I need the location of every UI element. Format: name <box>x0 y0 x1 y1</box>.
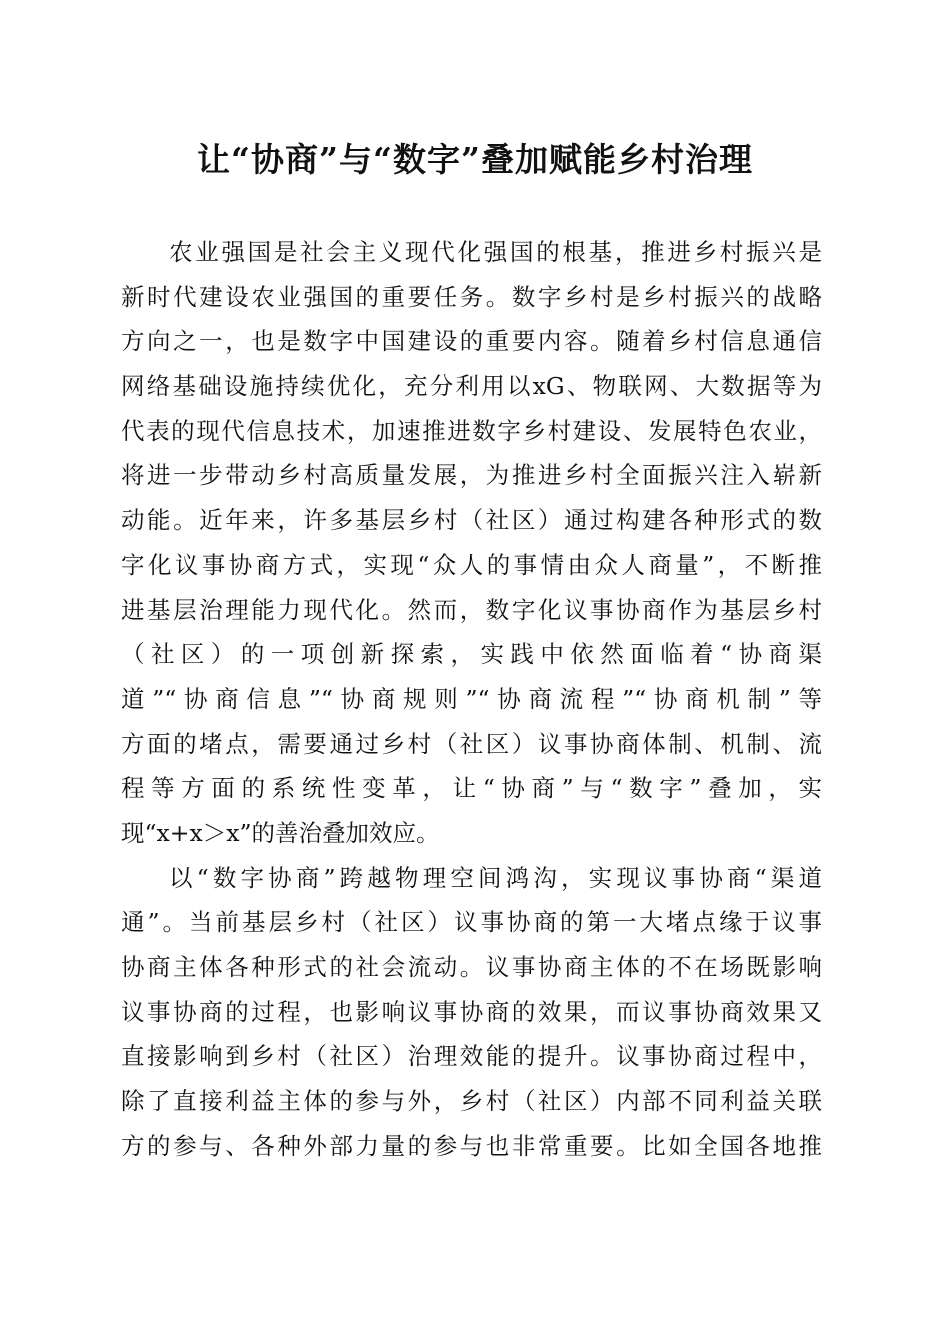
text-line: 方向之一，也是数字中国建设的重要内容。随着乡村信息通信 <box>121 327 822 356</box>
paragraph-1 <box>121 230 822 856</box>
text-line: 除了直接利益主体的参与外，乡村（社区）内部不同利益关联 <box>121 1087 822 1116</box>
text-line: 直接影响到乡村（社区）治理效能的提升。议事协商过程中， <box>121 1042 822 1071</box>
text-line: 道”“协商信息”“协商规则”“协商流程”“协商机制”等 <box>121 684 822 713</box>
text-line: 现“x+x＞x”的善治叠加效应。 <box>121 818 440 847</box>
text-line: 农业强国是社会主义现代化强国的根基，推进乡村振兴是 <box>169 238 822 266</box>
paragraph-2 <box>121 856 822 1169</box>
text-line: 议事协商的过程，也影响议事协商的效果，而议事协商效果又 <box>121 997 822 1026</box>
text-line: 进基层治理能力现代化。然而，数字化议事协商作为基层乡村 <box>121 595 822 624</box>
text-line: 方面的堵点，需要通过乡村（社区）议事协商体制、机制、流 <box>121 729 822 758</box>
text-line: 方的参与、各种外部力量的参与也非常重要。比如全国各地推 <box>121 1131 822 1160</box>
text-line: 代表的现代信息技术，加速推进数字乡村建设、发展特色农业， <box>121 416 822 445</box>
text-line: 以“数字协商”跨越物理空间鸿沟，实现议事协商“渠道 <box>169 863 822 892</box>
text-line: 协商主体各种形式的社会流动。议事协商主体的不在场既影响 <box>121 953 822 981</box>
text-line: 新时代建设农业强国的重要任务。数字乡村是乡村振兴的战略 <box>121 282 822 311</box>
document-title: 让“协商”与“数字”叠加赋能乡村治理 <box>197 140 753 179</box>
text-line: 网络基础设施持续优化，充分利用以xG、物联网、大数据等为 <box>121 372 822 401</box>
document-body <box>121 230 822 1168</box>
text-line: 字化议事协商方式，实现“众人的事情由众人商量”，不断推 <box>121 550 822 579</box>
text-line: 通”。当前基层乡村（社区）议事协商的第一大堵点缘于议事 <box>121 908 822 937</box>
text-line: 将进一步带动乡村高质量发展，为推进乡村全面振兴注入崭新 <box>121 461 822 490</box>
text-line: 动能。近年来，许多基层乡村（社区）通过构建各种形式的数 <box>121 506 822 535</box>
text-line: （社区）的一项创新探索，实践中依然面临着“协商渠 <box>121 640 822 669</box>
text-line: 程等方面的系统性变革，让“协商”与“数字”叠加，实 <box>121 774 822 803</box>
